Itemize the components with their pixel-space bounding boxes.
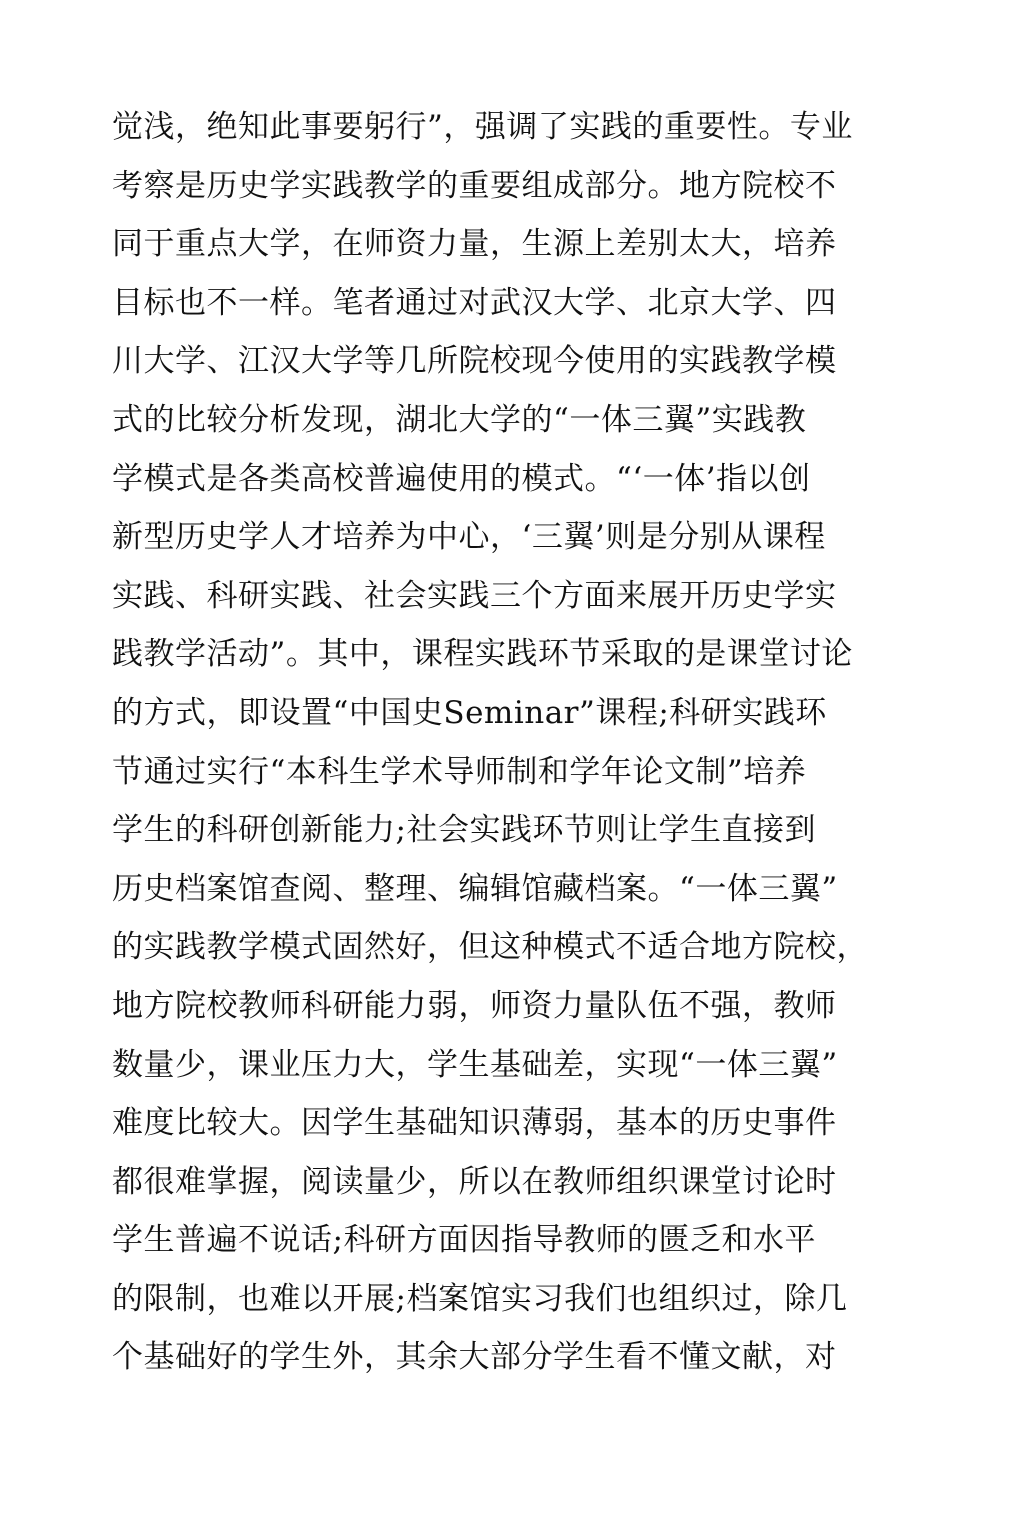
text-line: 数量少，课业压力大，学生基础差，实现“一体三翼”	[112, 1046, 838, 1083]
text-line: 学模式是各类高校普遍使用的模式。“‘一体’指以创	[112, 460, 811, 497]
text-line: 都很难掌握，阅读量少，所以在教师组织课堂讨论时	[112, 1163, 837, 1200]
text-line: 的实践教学模式固然好，但这种模式不适合地方院校，	[112, 929, 868, 966]
text-line: 川大学、江汉大学等几所院校现今使用的实践教学模	[112, 343, 837, 380]
text-line: 实践、科研实践、社会实践三个方面来展开历史学实	[112, 577, 837, 614]
text-line: 践教学活动”。其中，课程实践环节采取的是课堂讨论	[112, 636, 853, 673]
body-text	[112, 98, 912, 1387]
text-line: 历史档案馆查阅、整理、编辑馆藏档案。“一体三翼”	[112, 870, 838, 907]
text-line: 的限制，也难以开展;档案馆实习我们也组织过，除几	[112, 1280, 848, 1317]
text-line: 式的比较分析发现，湖北大学的“一体三翼”实践教	[112, 401, 807, 438]
text-line: 难度比较大。因学生基础知识薄弱，基本的历史事件	[112, 1105, 837, 1142]
text-line: 节通过实行“本科生学术导师制和学年论文制”培养	[112, 753, 807, 790]
text-line: 觉浅，绝知此事要躬行”，强调了实践的重要性。专业	[112, 109, 853, 145]
text-line: 同于重点大学，在师资力量，生源上差别太大，培养	[112, 226, 837, 263]
text-line: 地方院校教师科研能力弱，师资力量队伍不强，教师	[112, 987, 837, 1024]
text-line: 考察是历史学实践教学的重要组成部分。地方院校不	[112, 167, 837, 204]
text-line: 个基础好的学生外，其余大部分学生看不懂文献，对	[112, 1339, 837, 1376]
text-line: 新型历史学人才培养为中心，‘三翼’则是分别从课程	[112, 519, 826, 556]
text-line: 学生的科研创新能力;社会实践环节则让学生直接到	[112, 812, 816, 849]
text-line: 目标也不一样。笔者通过对武汉大学、北京大学、四	[112, 284, 837, 321]
text-line: 学生普遍不说话;科研方面因指导教师的匮乏和水平	[112, 1222, 816, 1259]
text-line: 的方式，即设置“中国史Seminar”课程;科研实践环	[112, 694, 827, 731]
